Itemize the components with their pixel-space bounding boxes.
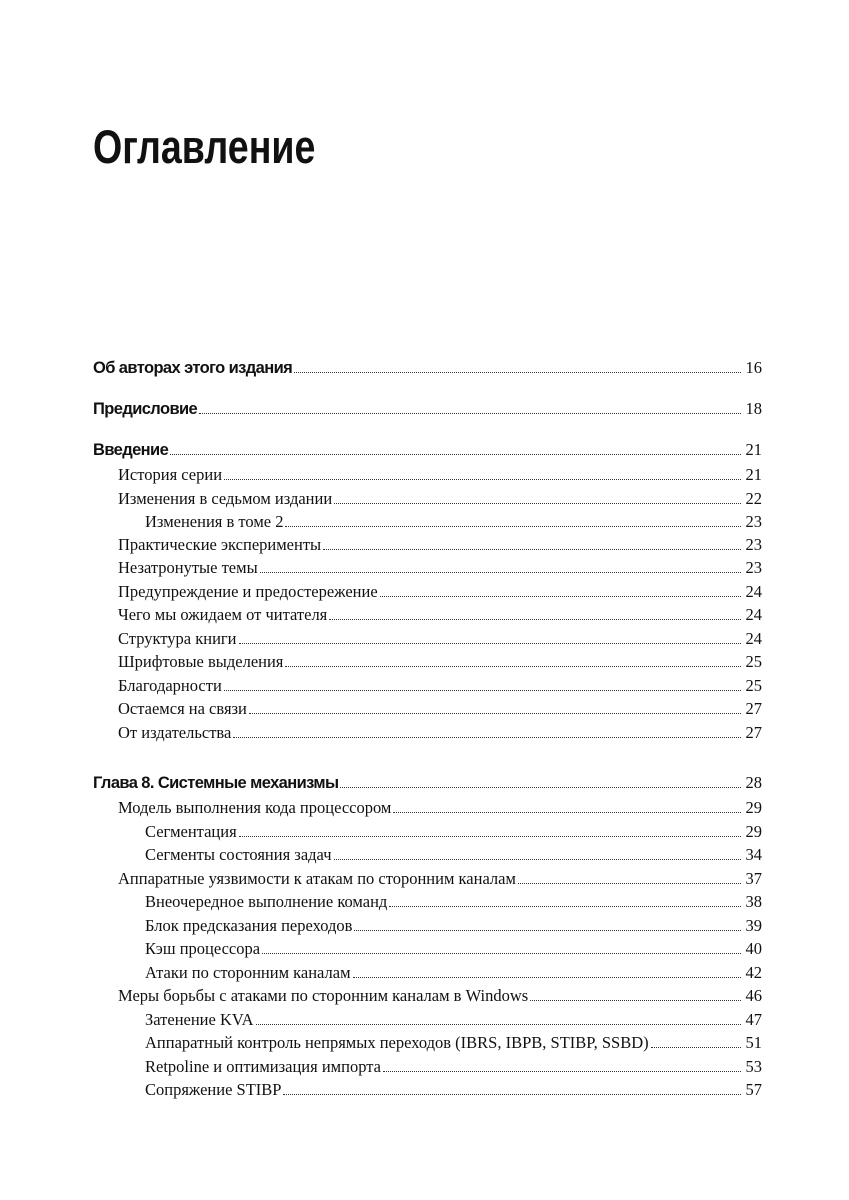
dot-leader	[170, 453, 741, 455]
toc-entry-label: Сегменты состояния задач	[145, 845, 332, 864]
toc-entry-label: Аппаратный контроль непрямых переходов (IBRS, IBPB, STIBP, SSBD)	[145, 1033, 649, 1052]
toc-entry-preface[interactable]	[93, 397, 762, 419]
dot-leader	[651, 1046, 741, 1048]
toc-entry-page: 40	[745, 939, 762, 958]
toc-entry[interactable]	[145, 843, 762, 865]
toc-entry[interactable]	[118, 674, 762, 696]
toc-entry-label: Сегментация	[145, 822, 237, 841]
toc-entry-label: Внеочередное выполнение команд	[145, 892, 388, 911]
toc-entry[interactable]	[145, 820, 762, 842]
toc-entry-label: Благодарности	[118, 676, 222, 695]
dot-leader	[249, 712, 741, 714]
dot-leader	[389, 905, 741, 907]
toc-entry[interactable]	[145, 1008, 762, 1030]
toc-entry-label: Практические эксперименты	[118, 535, 322, 554]
toc-entry-label: Сопряжение STIBP	[145, 1080, 282, 1099]
dot-leader	[334, 858, 742, 860]
toc-entry[interactable]	[145, 510, 762, 532]
toc-entry-page: 46	[745, 986, 762, 1005]
toc-entry-page: 25	[745, 676, 762, 695]
toc-entry[interactable]	[145, 914, 762, 936]
toc-entry-label: Меры борьбы с атаками по сторонним каналам в Windows	[118, 986, 529, 1005]
toc-entry-page: 21	[745, 465, 762, 484]
toc-entry-label: Предисловие	[93, 400, 198, 418]
toc-entry-page: 23	[745, 535, 762, 554]
toc-entry-label: Блок предсказания переходов	[145, 916, 353, 935]
toc-entry-page: 34	[745, 845, 762, 864]
toc-entry[interactable]	[118, 533, 762, 555]
dot-leader	[353, 976, 741, 978]
toc-entry-page: 24	[745, 629, 762, 648]
toc-entry[interactable]	[118, 650, 762, 672]
toc-entry[interactable]	[145, 1078, 762, 1100]
toc-entry-label: Остаемся на связи	[118, 699, 247, 718]
toc-entry-page: 29	[745, 822, 762, 841]
page-title: Оглавление	[93, 120, 316, 173]
toc-entry[interactable]	[118, 627, 762, 649]
toc-entry-page: 37	[745, 869, 762, 888]
toc-entry-page: 22	[745, 489, 762, 508]
toc-entry-page: 27	[745, 723, 762, 742]
toc-entry[interactable]	[118, 984, 762, 1006]
toc-entry[interactable]	[145, 937, 762, 959]
dot-leader	[334, 502, 741, 504]
toc-entry-label: От издательства	[118, 723, 232, 742]
toc-entry[interactable]	[118, 603, 762, 625]
toc-entry-label: Незатронутые темы	[118, 558, 258, 577]
dot-leader	[224, 689, 741, 691]
toc-entry-chapter-8[interactable]	[93, 771, 762, 793]
dot-leader	[393, 811, 741, 813]
toc-entry-label: Шрифтовые выделения	[118, 652, 284, 671]
dot-leader	[340, 786, 741, 788]
toc-entry-label: Структура книги	[118, 629, 237, 648]
toc-entry-label: Изменения в седьмом издании	[118, 489, 333, 508]
toc-entry-page: 27	[745, 699, 762, 718]
dot-leader	[380, 595, 741, 597]
dot-leader	[329, 618, 741, 620]
dot-leader	[260, 571, 741, 573]
toc-entry[interactable]	[118, 796, 762, 818]
toc-entry[interactable]	[118, 487, 762, 509]
dot-leader	[285, 525, 741, 527]
dot-leader	[518, 882, 741, 884]
dot-leader	[283, 1093, 741, 1095]
toc-entry-page: 38	[745, 892, 762, 911]
toc-entry-about-authors[interactable]	[93, 356, 762, 378]
dot-leader	[224, 478, 741, 480]
toc-entry-label: Глава 8. Системные механизмы	[93, 774, 339, 792]
toc-entry-page: 21	[745, 440, 762, 459]
toc-entry[interactable]	[118, 697, 762, 719]
toc-entry-label: Атаки по сторонним каналам	[145, 963, 351, 982]
toc-entry-label: Изменения в томе 2	[145, 512, 284, 531]
toc-entry-label: Введение	[93, 441, 169, 459]
toc-entry-page: 25	[745, 652, 762, 671]
toc-entry-introduction[interactable]	[93, 438, 762, 460]
toc-entry[interactable]	[118, 463, 762, 485]
dot-leader	[199, 412, 741, 414]
toc-entry-page: 28	[745, 773, 762, 792]
dot-leader	[294, 371, 741, 373]
toc-entry-page: 18	[745, 399, 762, 418]
toc-entry-page: 57	[745, 1080, 762, 1099]
toc-entry[interactable]	[118, 580, 762, 602]
toc-entry-page: 23	[745, 558, 762, 577]
dot-leader	[530, 999, 741, 1001]
toc-entry[interactable]	[118, 721, 762, 743]
dot-leader	[233, 736, 741, 738]
toc-entry-label: Аппаратные уязвимости к атакам по сторонним каналам	[118, 869, 516, 888]
toc-entry-label: Предупреждение и предостережение	[118, 582, 378, 601]
toc-entry[interactable]	[118, 556, 762, 578]
toc-entry-page: 51	[745, 1033, 762, 1052]
dot-leader	[262, 952, 741, 954]
dot-leader	[256, 1023, 741, 1025]
dot-leader	[239, 642, 742, 644]
toc-entry-page: 16	[745, 358, 762, 377]
toc-entry-page: 42	[745, 963, 762, 982]
toc-entry-page: 47	[745, 1010, 762, 1029]
toc-entry-page: 29	[745, 798, 762, 817]
toc-entry-label: Модель выполнения кода процессором	[118, 798, 392, 817]
toc-entry-label: История серии	[118, 465, 223, 484]
toc-entry[interactable]	[145, 1031, 762, 1053]
toc-entry[interactable]	[145, 1055, 762, 1077]
toc-entry-label: Об авторах этого издания	[93, 359, 293, 377]
toc-entry-label: Кэш процессора	[145, 939, 261, 958]
toc-entry-label: Чего мы ожидаем от читателя	[118, 605, 328, 624]
toc-entry-label: Затенение KVA	[145, 1010, 254, 1029]
toc-entry-page: 39	[745, 916, 762, 935]
dot-leader	[383, 1070, 741, 1072]
toc-entry[interactable]	[145, 890, 762, 912]
dot-leader	[285, 665, 741, 667]
toc-entry-page: 24	[745, 582, 762, 601]
toc-entry-page: 24	[745, 605, 762, 624]
dot-leader	[323, 548, 741, 550]
toc-entry-label: Retpoline и оптимизация импорта	[145, 1057, 381, 1076]
toc-entry[interactable]	[118, 867, 762, 889]
toc-entry[interactable]	[145, 961, 762, 983]
toc-entry-page: 23	[745, 512, 762, 531]
toc-entry-page: 53	[745, 1057, 762, 1076]
dot-leader	[239, 835, 741, 837]
dot-leader	[354, 929, 741, 931]
